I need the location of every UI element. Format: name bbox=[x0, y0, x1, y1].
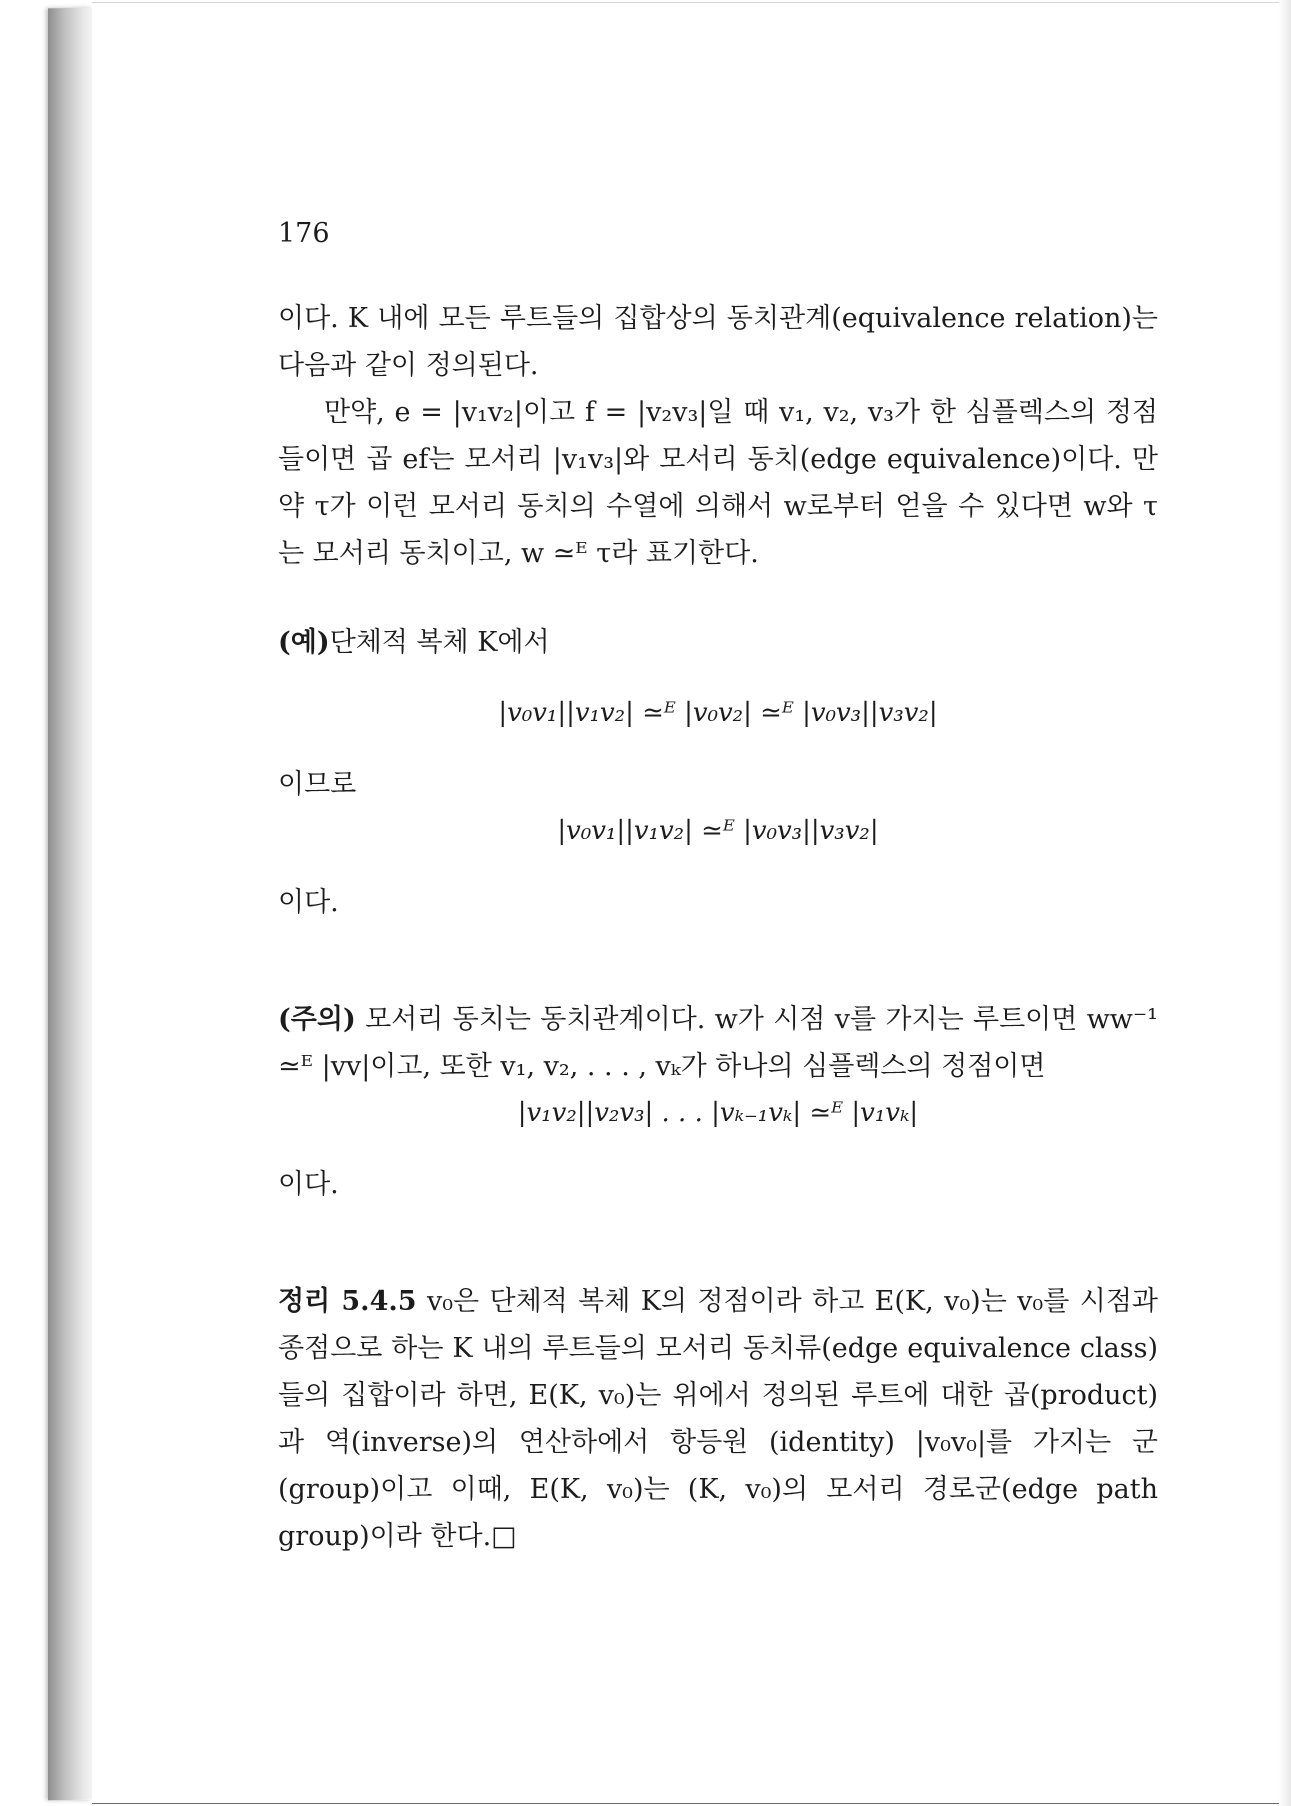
note-text: 모서리 동치는 동치관계이다. w가 시점 v를 가지는 루트이면 ww⁻¹ ≃ᴱ |vv|이고, 또한 v₁, v₂, . . . , vₖ가 하나의 심플렉스의 정점이면 bbox=[278, 1004, 1158, 1082]
page-number: 176 bbox=[278, 218, 330, 249]
note-end: 이다. bbox=[278, 1169, 339, 1200]
theorem-text: v₀은 단체적 복체 K의 정점이라 하고 E(K, v₀)는 v₀를 시점과 종점으로 하는 K 내의 루트들의 모서리 동치류(edge equivalence class)들의 집합이라 하면, E(K, v₀)는 위에서 정의된 루트에 대한 곱(product)과 역(inverse)의 연산하에서 항등원 (identity) |v₀v₀|를 가지는 군(group)이고 이때, E(K, v₀)는 (K, v₀)의 모서리 경로군(edge path group)이라 한다.□ bbox=[278, 1286, 1158, 1552]
example-end: 이다. bbox=[278, 887, 339, 918]
example-equation-2: |v₀v₁||v₁v₂| ≃ᴱ |v₀v₃||v₃v₂| bbox=[557, 816, 879, 846]
example-label: (예) bbox=[278, 627, 330, 658]
book-spine bbox=[48, 8, 92, 1800]
note-equation: |v₁v₂||v₂v₃| . . . |vₖ₋₁vₖ| ≃ᴱ |v₁vₖ| bbox=[517, 1098, 919, 1128]
paragraph-1: 이다. K 내에 모든 루트들의 집합상의 동치관계(equivalence relation)는 다음과 같이 정의된다. bbox=[278, 303, 1158, 381]
theorem-block bbox=[278, 1278, 1158, 1560]
example-connector: 이므로 bbox=[278, 769, 357, 800]
theorem-label: 정리 5.4.5 bbox=[278, 1286, 417, 1317]
note-label: (주의) bbox=[278, 1004, 356, 1035]
example-text: 단체적 복체 K에서 bbox=[329, 627, 550, 658]
example-block bbox=[278, 619, 1158, 666]
example-equation-1: |v₀v₁||v₁v₂| ≃ᴱ |v₀v₂| ≃ᴱ |v₀v₃||v₃v₂| bbox=[498, 698, 938, 728]
page-content bbox=[278, 210, 1158, 1560]
page-edge-shadow bbox=[1279, 0, 1291, 1806]
note-block bbox=[278, 996, 1158, 1090]
paragraph-2: 만약, e = |v₁v₂|이고 f = |v₂v₃|일 때 v₁, v₂, v₃가 한 심플렉스의 정점들이면 곱 ef는 모서리 |v₁v₃|와 모서리 동치(edge equivalence)이다. 만약 τ가 이런 모서리 동치의 수열에 의해서 w로부터 얻을 수 있다면 w와 τ는 모서리 동치이고, w ≃ᴱ τ라 표기한다. bbox=[278, 397, 1158, 569]
